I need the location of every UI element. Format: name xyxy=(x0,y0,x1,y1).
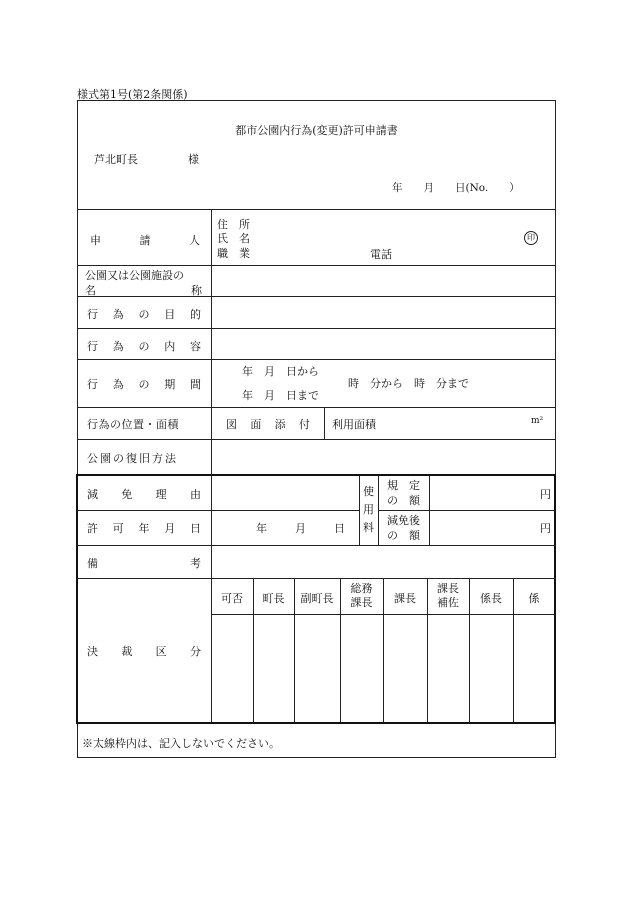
area-unit: m² xyxy=(531,416,544,426)
row-divider xyxy=(77,578,556,579)
fee-reduced-label: 減免後 の 額 xyxy=(387,514,420,542)
approval-col-subsection-chief: 係長 xyxy=(480,592,502,605)
thick-box-top xyxy=(77,474,556,476)
fee-reduced-yen: 円 xyxy=(540,522,551,535)
park-name-label-line2b: 称 xyxy=(191,284,202,297)
honorific: 様 xyxy=(188,153,199,166)
content-label: 行 為 の 内 容 xyxy=(87,340,201,353)
permit-date-label: 許 可 年 月 日 xyxy=(87,522,201,535)
approval-col-mayor: 町長 xyxy=(262,592,285,605)
restoration-label: 公園の復旧方法 xyxy=(87,452,178,465)
approval-col-general-affairs-chief: 総務 課長 xyxy=(350,582,373,609)
approval-col-approval: 可否 xyxy=(221,592,243,605)
usage-fee-label: 使 用 料 xyxy=(363,485,374,534)
approval-col-assistant-chief: 課長 補佐 xyxy=(437,582,459,609)
period-from: 年 月 日から xyxy=(242,365,319,378)
fee-column-right xyxy=(429,475,430,545)
outer-top-border xyxy=(77,100,556,101)
row-divider xyxy=(77,439,556,440)
row-divider xyxy=(77,209,556,210)
row-divider xyxy=(77,359,556,360)
fee-prescribed-yen: 円 xyxy=(540,488,551,501)
row-divider xyxy=(378,510,555,511)
remarks-label: 備 考 xyxy=(87,557,201,570)
address-label: 住 所 xyxy=(217,218,250,231)
purpose-label: 行 為 の 目 的 xyxy=(87,308,201,321)
period-to: 年 月 日まで xyxy=(242,389,319,402)
applicant-label: 申 請 人 xyxy=(90,234,200,247)
row-divider xyxy=(77,265,556,266)
form-number: 様式第1号(第2条関係) xyxy=(77,88,188,101)
park-name-label-line1: 公園又は公園施設の xyxy=(85,269,184,282)
approval-col-staff: 係 xyxy=(528,592,540,605)
phone-label: 電話 xyxy=(370,248,392,261)
thick-box-bottom xyxy=(77,722,556,724)
period-label: 行 為 の 期 間 xyxy=(87,378,201,391)
exemption-reason-label: 減 免 理 由 xyxy=(87,488,201,501)
decision-label: 決 裁 区 分 xyxy=(87,645,201,658)
park-name-label-line2a: 名 xyxy=(85,284,96,297)
name-label: 氏 名 xyxy=(217,232,250,245)
row-divider xyxy=(77,510,359,511)
drawing-attached: 図 面 添 付 xyxy=(226,418,310,431)
occupation-label: 職 業 xyxy=(217,247,250,260)
permit-date-value: 年 月 日 xyxy=(256,522,347,535)
approval-col-deputy-mayor: 副町長 xyxy=(300,592,334,605)
area-used-label: 利用面積 xyxy=(332,418,376,431)
row-divider xyxy=(77,407,556,408)
row-divider xyxy=(77,545,556,546)
fee-prescribed-label: 規 定 の 額 xyxy=(387,479,420,507)
footnote: ※太線枠内は、記入しないでください。 xyxy=(82,737,280,750)
row-divider xyxy=(77,328,556,329)
label-column-divider xyxy=(211,209,212,475)
approval-col-section-chief: 課長 xyxy=(394,592,416,605)
date-line: 年 月 日(No. ） xyxy=(392,182,520,194)
seal-mark: 印 xyxy=(524,231,538,245)
location-divider xyxy=(324,407,325,439)
addressee: 芦北町長 xyxy=(94,153,138,166)
thick-box-left xyxy=(76,474,78,724)
period-time: 時 分から 時 分まで xyxy=(348,377,469,390)
row-divider xyxy=(77,296,556,297)
outer-bottom-border xyxy=(77,757,556,758)
form-title: 都市公園内行為(変更)許可申請書 xyxy=(235,124,398,137)
location-label: 行為の位置・面積 xyxy=(87,418,179,431)
